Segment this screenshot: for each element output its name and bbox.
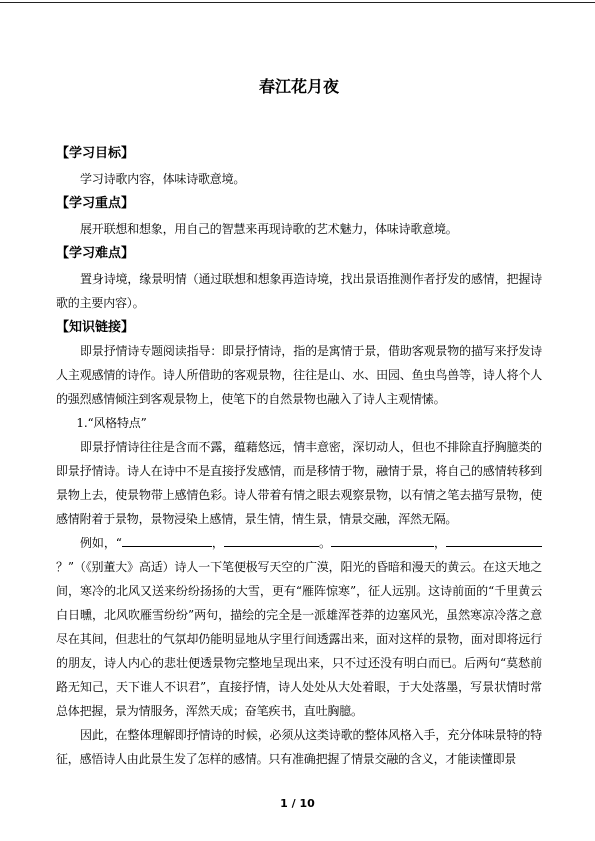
document-content bbox=[56, 76, 542, 771]
section-text-difficulties: 置身诗境，缘景明情（通过联想和想象再造诗境，找出景语推测作者抒发的感情，把握诗歌的主要内容）。 bbox=[56, 272, 542, 310]
fill-blank-1[interactable] bbox=[122, 534, 212, 547]
knowledge-paragraph-2: 即景抒情诗往往是含而不露，蕴藉悠远，情丰意密，深切动人，但也不排除直抒胸臆类的即景抒情诗。诗人在诗中不是直接抒发感情，而是移情于物，融情于景，将自己的感情转移到景物上去，使景物带上感情色彩。诗人带着有情之眼去观察景物，以有情之笔去描写景物，使感情附着于景物，景物浸染上感情，景生情，情生景，情景交融，浑然无隔。 bbox=[56, 440, 542, 526]
page-title: 春江花月夜 bbox=[258, 77, 339, 96]
fill-blank-3[interactable] bbox=[331, 534, 434, 547]
example-lead: 例如，“ bbox=[80, 536, 122, 550]
section-heading-key-points: 【学习重点】 bbox=[56, 196, 135, 211]
example-rest: ？”（《别董大》高适）诗人一下笔便极写天空的广漠，阳光的昏暗和漫天的黄云。在这天地之间，寒冷的北风又送来纷纷扬扬的大雪，更有“雁阵惊寒”，征人远别。这诗前面的“千里黄云白日曛，北风吹雁雪纷纷”两句，描绘的完全是一派雄浑苍莽的边塞风光，虽然寒凉冷落之意尽在其间，但悲壮的气氛却仍能明显地从字里行间透露出来，面对这样的景物，面对即将远行的朋友，诗人内心的悲壮便透景物完整地呈现出来，只不过还没有明白而已。后两句“莫愁前路无知己，天下谁人不识君”，直接抒情，诗人处处从大处着眼，于大处落墨，写景状情时常总体把握，景为情服务，浑然天成；奋笔疾书，直吐胸臆。 bbox=[56, 560, 542, 718]
page-number: 1 / 10 bbox=[280, 797, 315, 810]
top-rule bbox=[0, 2, 595, 3]
section-text-goals: 学习诗歌内容，体味诗歌意境。 bbox=[80, 172, 246, 186]
knowledge-list-item-1: 1.“风格特点” bbox=[76, 416, 147, 430]
fill-blank-2[interactable] bbox=[224, 534, 319, 547]
section-heading-difficulties: 【学习难点】 bbox=[56, 246, 135, 261]
knowledge-paragraph-1: 即景抒情诗专题阅读指导：即景抒情诗，指的是寓情于景，借助客观景物的描写来抒发诗人主观感情的诗作。诗人所借助的客观景物，往往是山、水、田园、鱼虫鸟兽等，诗人将个人的强烈感情倾注到客观景物上，使笔下的自然景物也融入了诗人主观情愫。 bbox=[56, 344, 542, 406]
section-heading-goals: 【学习目标】 bbox=[56, 146, 135, 161]
section-heading-knowledge: 【知识链接】 bbox=[56, 320, 135, 335]
section-text-key-points: 展开联想和想象，用自己的智慧来再现诗歌的艺术魅力，体味诗歌意境。 bbox=[80, 222, 458, 236]
knowledge-example-paragraph: 例如，“ ， 。 ，？”（《别董大》高适）诗人一下笔便极写天空的广漠，阳光的昏暗和漫天的黄云。在这天地之间，寒冷的北风又送来纷纷扬扬的大雪，更有“雁阵惊寒”，征人远别。这诗前面的“千里黄云白日曛，北风吹雁雪纷纷”两句，描绘的完全是一派雄浑苍莽的边塞风光，虽然寒凉冷落之意尽在其间，但悲壮的气氛却仍能明显地从字里行间透露出来，面对这样的景物，面对即将远行的朋友，诗人内心的悲壮便透景物完整地呈现出来，只不过还没有明白而已。后两句“莫愁前路无知己，天下谁人不识君”，直接抒情，诗人处处从大处着眼，于大处落墨，写景状情时常总体把握，景为情服务，浑然天成；奋笔疾书，直吐胸臆。 bbox=[56, 536, 542, 718]
fill-blank-4[interactable] bbox=[446, 534, 542, 547]
knowledge-paragraph-3: 因此，在整体理解即抒情诗的时候，必须从这类诗歌的整体风格入手，充分体味景特的特征，感悟诗人由此景生发了怎样的感情。只有准确把握了情景交融的含义，才能读懂即景 bbox=[56, 728, 542, 766]
